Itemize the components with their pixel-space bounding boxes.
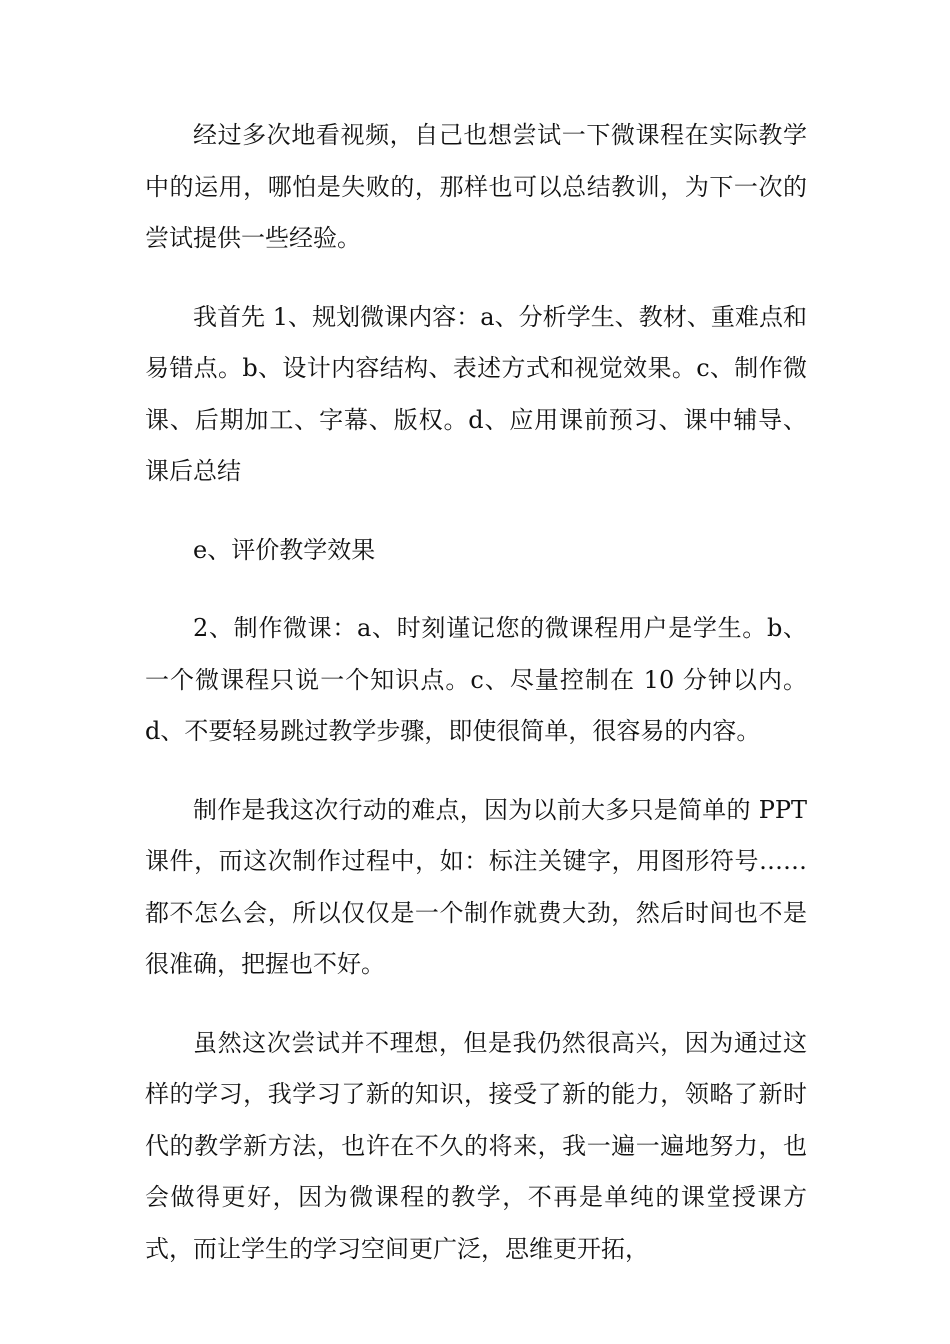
paragraph-2: 我首先 1、规划微课内容：a、分析学生、教材、重难点和易错点。b、设计内容结构、表述方式和视觉效果。c、制作微课、后期加工、字幕、版权。d、应用课前预习、课中辅导、课后总结: [145, 302, 807, 485]
paragraph-6: 虽然这次尝试并不理想，但是我仍然很高兴，因为通过这样的学习，我学习了新的知识，接受了新的能力，领略了新时代的教学新方法，也许在不久的将来，我一遍一遍地努力，也会做得更好，因为微课程的教学，不再是单纯的课堂授课方式，而让学生的学习空间更广泛，思维更开拓，: [145, 1028, 807, 1263]
paragraph-1: 经过多次地看视频，自己也想尝试一下微课程在实际教学中的运用，哪怕是失败的，那样也可以总结教训，为下一次的尝试提供一些经验。: [145, 121, 807, 252]
document-body: [145, 110, 807, 1302]
paragraph-3: e、评价教学效果: [193, 535, 376, 564]
paragraph-5: 制作是我这次行动的难点，因为以前大多只是简单的 PPT 课件，而这次制作过程中，如：标注关键字，用图形符号……都不怎么会，所以仅仅是一个制作就费大劲，然后时间也不是很准确，把握也不好。: [145, 795, 807, 978]
paragraph-4: 2、制作微课：a、时刻谨记您的微课程用户是学生。b、一个微课程只说一个知识点。c、尽量控制在 10 分钟以内。d、不要轻易跳过教学步骤，即使很简单，很容易的内容。: [145, 614, 807, 745]
